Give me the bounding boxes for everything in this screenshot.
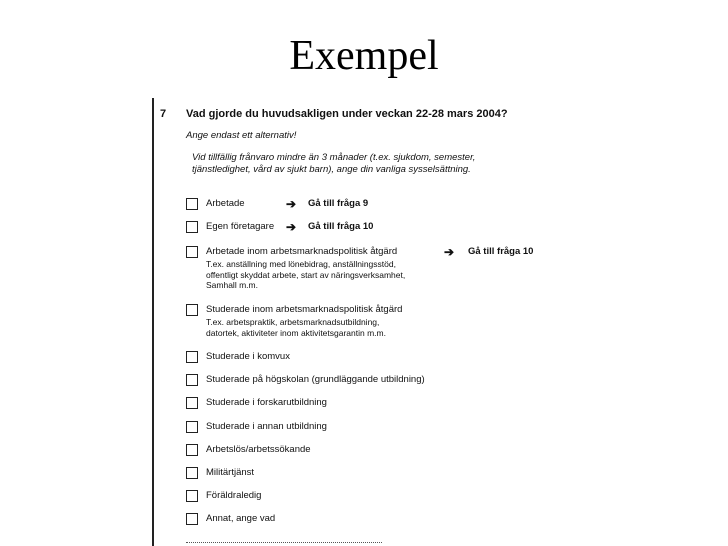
option-label: Föräldraledig bbox=[206, 490, 262, 501]
checkbox[interactable] bbox=[186, 374, 198, 386]
checkbox[interactable] bbox=[186, 444, 198, 456]
option-label: Studerade i forskarutbildning bbox=[206, 397, 327, 408]
checkbox[interactable] bbox=[186, 421, 198, 433]
option-label: Annat, ange vad bbox=[206, 513, 276, 524]
option-description: T.ex. arbetspraktik, arbetsmarknadsutbildning, datortek, aktiviteter inom aktivitetsgarantin m.m. bbox=[206, 317, 386, 338]
option-studerade-atgard[interactable] bbox=[186, 304, 486, 338]
arrow-right-icon: ➔ bbox=[286, 220, 297, 234]
question-number: 7 bbox=[160, 108, 167, 120]
slide-title: Exempel bbox=[289, 33, 439, 79]
option-arbetade[interactable] bbox=[186, 198, 546, 212]
question-note: Vid tillfällig frånvaro mindre än 3 månader (t.ex. sjukdom, semester, tjänstledighet, vård av sjukt barn), ange din vanliga sysselsättning. bbox=[192, 152, 476, 175]
option-label: Studerade i komvux bbox=[206, 351, 290, 362]
option-annan-utbildning[interactable] bbox=[186, 421, 486, 435]
option-arbetslos[interactable] bbox=[186, 444, 486, 458]
option-forskarutbildning[interactable] bbox=[186, 397, 486, 411]
checkbox[interactable] bbox=[186, 490, 198, 502]
option-foraldraledig[interactable] bbox=[186, 490, 486, 504]
option-annat[interactable] bbox=[186, 513, 486, 527]
question-instruction: Ange endast ett alternativ! bbox=[186, 130, 297, 141]
option-arbetade-atgard[interactable] bbox=[186, 245, 586, 290]
option-label: Studerade i annan utbildning bbox=[206, 421, 327, 432]
option-label: Arbetade bbox=[206, 198, 245, 209]
goto-instruction: Gå till fråga 10 bbox=[308, 221, 374, 232]
option-komvux[interactable] bbox=[186, 351, 486, 365]
free-text-line[interactable] bbox=[186, 542, 382, 543]
checkbox[interactable] bbox=[186, 304, 198, 316]
option-militartjanst[interactable] bbox=[186, 467, 486, 481]
goto-instruction: Gå till fråga 9 bbox=[308, 198, 369, 209]
checkbox[interactable] bbox=[186, 467, 198, 479]
form-left-border bbox=[152, 98, 154, 546]
question-text: Vad gjorde du huvudsakligen under veckan 22-28 mars 2004? bbox=[186, 108, 508, 120]
checkbox[interactable] bbox=[186, 198, 198, 210]
option-description: T.ex. anställning med lönebidrag, anställningsstöd, offentligt skyddat arbete, start av näringsverksamhet, Samhall m.m. bbox=[206, 259, 406, 290]
arrow-right-icon: ➔ bbox=[444, 245, 455, 259]
option-label: Egen företagare bbox=[206, 221, 275, 232]
checkbox[interactable] bbox=[186, 513, 198, 525]
checkbox[interactable] bbox=[186, 397, 198, 409]
checkbox[interactable] bbox=[186, 246, 198, 258]
option-label: Studerade inom arbetsmarknadspolitisk åtgärd bbox=[206, 304, 403, 315]
questionnaire-form bbox=[152, 96, 572, 546]
option-label: Militärtjänst bbox=[206, 467, 255, 478]
option-label: Studerade på högskolan (grundläggande utbildning) bbox=[206, 374, 425, 385]
arrow-right-icon: ➔ bbox=[286, 197, 297, 211]
option-label: Arbetslös/arbetssökande bbox=[206, 444, 311, 455]
checkbox[interactable] bbox=[186, 351, 198, 363]
option-hogskolan[interactable] bbox=[186, 374, 486, 388]
option-egen-foretagare[interactable] bbox=[186, 221, 546, 235]
option-label: Arbetade inom arbetsmarknadspolitisk åtgärd bbox=[206, 246, 398, 257]
checkbox[interactable] bbox=[186, 221, 198, 233]
goto-instruction: Gå till fråga 10 bbox=[468, 246, 534, 257]
